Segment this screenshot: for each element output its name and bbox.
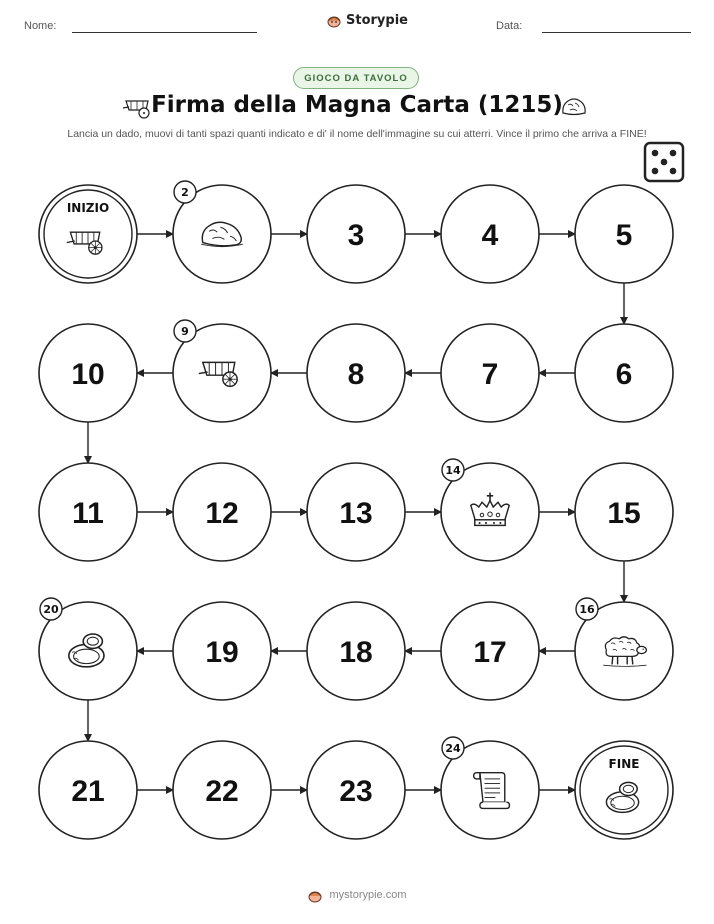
footer-url[interactable]: mystorypie.com — [329, 889, 407, 901]
space-number: 6 — [615, 358, 633, 391]
space-number: 2 — [181, 186, 189, 199]
space-21 — [39, 741, 137, 839]
game-type-badge: GIOCO DA TAVOLO — [293, 67, 419, 89]
space-4 — [441, 185, 539, 283]
space-number: 11 — [72, 497, 104, 530]
space-number: 13 — [339, 497, 373, 530]
space-9 — [173, 320, 271, 422]
finish-label: FINE — [608, 757, 640, 771]
space-10 — [39, 324, 137, 422]
space-number: 22 — [205, 775, 239, 808]
footer — [0, 887, 714, 903]
space-number: 12 — [205, 497, 239, 530]
space-18 — [307, 602, 405, 700]
space-14 — [441, 459, 539, 561]
space-5 — [575, 185, 673, 283]
space-number: 5 — [615, 219, 633, 252]
space-11 — [39, 463, 137, 561]
space-15 — [575, 463, 673, 561]
space-17 — [441, 602, 539, 700]
space-number: 10 — [71, 358, 105, 391]
space-number: 20 — [43, 603, 59, 616]
space-23 — [307, 741, 405, 839]
space-24 — [441, 737, 539, 839]
instructions: Lancia un dado, muovi di tanti spazi quanti indicato e di' il nome dell'immagine su cui atterri. Vince il primo che arriva a FINE! — [67, 128, 647, 140]
space-finish — [575, 741, 673, 839]
date-label: Data: — [496, 20, 523, 32]
space-8 — [307, 324, 405, 422]
space-number: 15 — [607, 497, 641, 530]
space-number: 19 — [205, 636, 239, 669]
space-number: 17 — [473, 636, 507, 669]
space-2 — [173, 181, 271, 283]
name-label: Nome: — [24, 20, 57, 32]
space-12 — [173, 463, 271, 561]
space-number: 16 — [579, 603, 595, 616]
space-number: 21 — [71, 775, 105, 808]
space-22 — [173, 741, 271, 839]
space-13 — [307, 463, 405, 561]
space-number: 9 — [181, 325, 189, 338]
space-19 — [173, 602, 271, 700]
space-16 — [575, 598, 673, 700]
space-number: 18 — [339, 636, 373, 669]
space-start — [39, 185, 137, 283]
pie-mascot-icon — [307, 887, 323, 903]
space-number: 14 — [445, 464, 461, 477]
space-20 — [39, 598, 137, 700]
start-label: INIZIO — [66, 201, 110, 215]
space-number: 4 — [481, 219, 499, 252]
space-number: 3 — [347, 219, 365, 252]
page-title: Firma della Magna Carta (1215) — [151, 92, 563, 118]
space-7 — [441, 324, 539, 422]
space-6 — [575, 324, 673, 422]
brand-name: Storypie — [346, 12, 408, 28]
space-number: 23 — [339, 775, 373, 808]
space-number: 24 — [445, 742, 461, 755]
space-number: 7 — [481, 358, 499, 391]
space-number: 8 — [347, 358, 365, 391]
space-3 — [307, 185, 405, 283]
